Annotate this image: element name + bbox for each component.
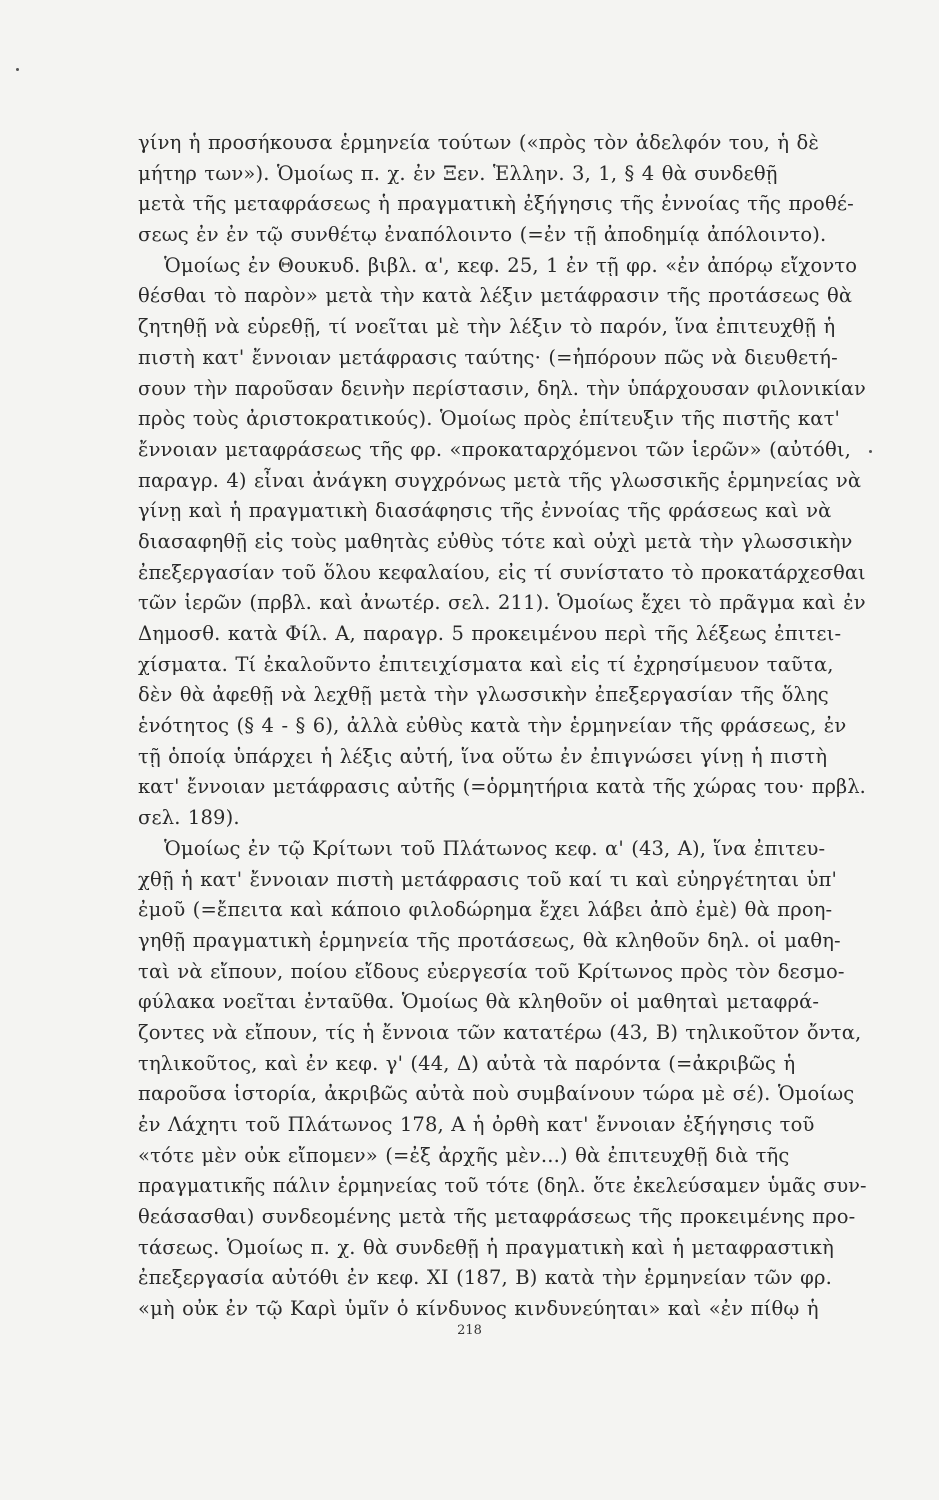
paper-speck	[869, 450, 872, 453]
text-line: μετὰ τῆς μεταφράσεως ἡ πραγματικὴ ἐξήγησις τῆς ἐννοίας τῆς προθέ-	[138, 192, 854, 216]
text-line: Ὁμοίως ἐν τῷ Κρίτωνι τοῦ Πλάτωνος κεφ. α' (43, Α), ἵνα ἐπιτευ-	[164, 836, 826, 860]
text-line: τῇ ὁποίᾳ ὑπάρχει ἡ λέξις αὐτή, ἵνα οὕτω ἐν ἐπιγνώσει γίνῃ ἡ πιστὴ	[138, 744, 828, 768]
text-line: χθῇ ἡ κατ' ἔννοιαν πιστὴ μετάφρασις τοῦ καί τι καὶ εὐηργέτηται ὑπ'	[138, 867, 838, 891]
text-line: «μὴ οὐκ ἐν τῷ Καρὶ ὑμῖν ὁ κίνδυνος κινδυνεύηται» καὶ «ἐν πίθῳ ἡ	[138, 1297, 819, 1321]
text-line: τάσεως. Ὁμοίως π. χ. θὰ συνδεθῇ ἡ πραγματικὴ καὶ ἡ μεταφραστικὴ	[138, 1235, 834, 1259]
text-line: σελ. 189).	[138, 806, 240, 830]
text-line: Δημοσθ. κατὰ Φίλ. Α, παραγρ. 5 προκειμένου περὶ τῆς λέξεως ἐπιτει-	[138, 622, 842, 645]
text-line: ἑνότητος (§ 4 - § 6), ἀλλὰ εὐθὺς κατὰ τὴν ἑρμηνείαν τῆς φράσεως, ἐν	[138, 714, 847, 738]
text-line: πιστὴ κατ' ἔννοιαν μετάφρασις ταύτης· (=ἠπόρουν πῶς νὰ διευθετή-	[138, 345, 838, 369]
text-line: τηλικοῦτος, καὶ ἐν κεφ. γ' (44, Δ) αὐτὰ τὰ παρόντα (=ἀκριβῶς ἡ	[138, 1051, 796, 1075]
text-line: σεως ἐν ἐν τῷ συνθέτῳ ἐναπόλοιντο (=ἐν τῇ ἀποδημίᾳ ἀπόλοιντο).	[138, 223, 827, 247]
text-line: χίσματα. Τί ἐκαλοῦντο ἐπιτειχίσματα καὶ εἰς τί ἐχρησίμευον ταῦτα,	[138, 652, 834, 676]
text-line: σουν τὴν παροῦσαν δεινὴν περίστασιν, δηλ. τὴν ὑπάρχουσαν φιλονικίαν	[138, 376, 866, 400]
text-line: τῶν ἱερῶν (πρβλ. καὶ ἀνωτέρ. σελ. 211). Ὁμοίως ἔχει τὸ πρᾶγμα καὶ ἐν	[138, 591, 866, 615]
text-line: κατ' ἔννοιαν μετάφρασις αὐτῆς (=ὁρμητήρια κατὰ τῆς χώρας του· πρβλ.	[138, 775, 866, 799]
text-line: ἔννοιαν μεταφράσεως τῆς φρ. «προκαταρχόμενοι τῶν ἱερῶν» (αὐτόθι,	[138, 437, 852, 461]
text-line: θεάσασθαι) συνδεομένης μετὰ τῆς μεταφράσεως τῆς προκειμένης προ-	[138, 1205, 856, 1229]
text-line: δὲν θὰ ἀφεθῇ νὰ λεχθῇ μετὰ τὴν γλωσσικὴν ἐπεξεργασίαν τῆς ὅλης	[138, 683, 829, 707]
text-line: μήτηρ των»). Ὁμοίως π. χ. ἐν Ξεν. Ἑλλην. 3, 1, § 4 θὰ συνδεθῇ	[138, 161, 778, 185]
body-text	[138, 128, 866, 1325]
text-line: παροῦσα ἱστορία, ἀκριβῶς αὐτὰ ποὺ συμβαίνουν τώρα μὲ σέ). Ὁμοίως	[138, 1082, 855, 1106]
text-line: διασαφηθῇ εἰς τοὺς μαθητὰς εὐθὺς τότε καὶ οὐχὶ μετὰ τὴν γλωσσικὴν	[138, 529, 853, 553]
text-line: «τότε μὲν οὐκ εἴπομεν» (=ἐξ ἀρχῆς μὲν...) θὰ ἐπιτευχθῇ διὰ τῆς	[138, 1143, 790, 1167]
text-line: ἐμοῦ (=ἔπειτα καὶ κάποιο φιλοδώρημα ἔχει λάβει ἀπὸ ἐμὲ) θὰ προη-	[138, 898, 833, 922]
text-line: πρὸς τοὺς ἀριστοκρατικούς). Ὁμοίως πρὸς ἐπίτευξιν τῆς πιστῆς κατ'	[138, 407, 841, 431]
text-line: γίνῃ καὶ ἡ πραγματικὴ διασάφησις τῆς ἐννοίας τῆς φράσεως καὶ νὰ	[138, 499, 832, 523]
text-line: πραγματικῆς πάλιν ἑρμηνείας τοῦ τότε (δηλ. ὅτε ἐκελεύσαμεν ὑμᾶς συν-	[138, 1174, 867, 1198]
text-line: ἐπεξεργασία αὐτόθι ἐν κεφ. XI (187, Β) κατὰ τὴν ἑρμηνείαν τῶν φρ.	[138, 1266, 832, 1290]
text-line: ζητηθῇ νὰ εὑρεθῇ, τί νοεῖται μὲ τὴν λέξιν τὸ παρόν, ἵνα ἐπιτευχθῇ ἡ	[138, 315, 836, 339]
text-line: παραγρ. 4) εἶναι ἀνάγκη συγχρόνως μετὰ τῆς γλωσσικῆς ἑρμηνείας νὰ	[138, 468, 862, 492]
text-line: ταὶ νὰ εἴπουν, ποίου εἴδους εὐεργεσία τοῦ Κρίτωνος πρὸς τὸν δεσμο-	[138, 959, 845, 983]
paper-speck	[16, 68, 19, 71]
text-line: γηθῇ πραγματικὴ ἑρμηνεία τῆς προτάσεως, θὰ κληθοῦν δηλ. οἱ μαθη-	[138, 928, 841, 952]
page-number: 218	[457, 1323, 482, 1338]
text-line: θέσθαι τὸ παρὸν» μετὰ τὴν κατὰ λέξιν μετάφρασιν τῆς προτάσεως θὰ	[138, 284, 853, 308]
text-line: Ὁμοίως ἐν Θουκυδ. βιβλ. α', κεφ. 25, 1 ἐν τῇ φρ. «ἐν ἀπόρῳ εἴχοντο	[164, 253, 858, 277]
text-line: ἐπεξεργασίαν τοῦ ὅλου κεφαλαίου, εἰς τί συνίστατο τὸ προκατάρχεσθαι	[138, 560, 866, 584]
text-line: ζοντες νὰ εἴπουν, τίς ἡ ἔννοια τῶν κατατέρω (43, Β) τηλικοῦτον ὄντα,	[138, 1020, 862, 1044]
text-line: φύλακα νοεῖται ἐνταῦθα. Ὁμοίως θὰ κληθοῦν οἱ μαθηταὶ μεταφρά-	[138, 990, 820, 1014]
text-line: ἐν Λάχητι τοῦ Πλάτωνος 178, Α ἡ ὀρθὴ κατ' ἔννοιαν ἐξήγησις τοῦ	[138, 1113, 815, 1136]
text-line: γίνη ἡ προσήκουσα ἑρμηνεία τούτων («πρὸς τὸν ἀδελφόν του, ἡ δὲ	[138, 131, 820, 154]
